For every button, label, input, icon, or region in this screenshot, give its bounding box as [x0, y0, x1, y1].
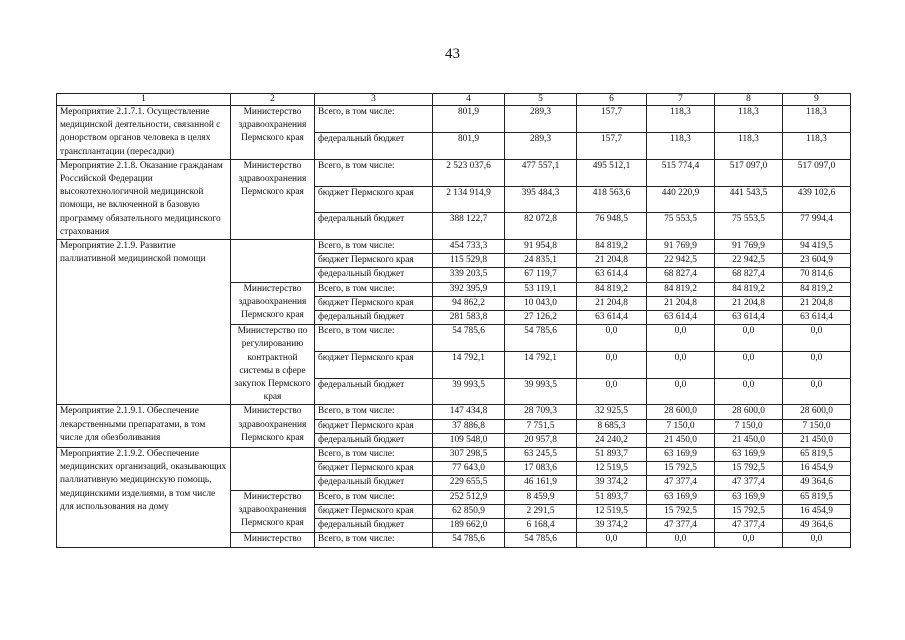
value-cell: 454 733,3 [433, 240, 505, 254]
value-cell: 54 785,6 [433, 325, 505, 352]
value-cell: 77 994,4 [783, 213, 851, 240]
page-number: 43 [445, 46, 460, 62]
value-cell: 84 819,2 [783, 282, 851, 296]
value-cell: 6 168,4 [505, 519, 577, 533]
column-header: 8 [715, 94, 783, 106]
table-row [57, 240, 851, 254]
value-cell: 82 072,8 [505, 213, 577, 240]
value-cell: 495 512,1 [577, 159, 647, 186]
value-cell: 63 614,4 [647, 311, 715, 325]
value-cell: 47 377,4 [647, 519, 715, 533]
value-cell: 0,0 [783, 378, 851, 405]
value-cell: 28 600,0 [647, 405, 715, 419]
funding-source-cell: Всего, в том числе: [315, 533, 433, 547]
value-cell: 515 774,4 [647, 159, 715, 186]
value-cell: 24 240,2 [577, 433, 647, 447]
value-cell: 289,3 [505, 106, 577, 133]
value-cell: 115 529,8 [433, 254, 505, 268]
budget-table [56, 93, 851, 548]
value-cell: 147 434,8 [433, 405, 505, 419]
table-row [57, 106, 851, 133]
value-cell: 7 751,5 [505, 419, 577, 433]
value-cell: 0,0 [783, 325, 851, 352]
column-header: 5 [505, 94, 577, 106]
value-cell: 15 792,5 [715, 462, 783, 476]
value-cell: 68 827,4 [715, 268, 783, 282]
funding-source-cell: федеральный бюджет [315, 433, 433, 447]
value-cell: 39 374,2 [577, 519, 647, 533]
value-cell: 22 942,5 [647, 254, 715, 268]
value-cell: 0,0 [647, 351, 715, 378]
executor-cell: Министерство [231, 533, 315, 547]
value-cell: 14 792,1 [505, 351, 577, 378]
value-cell: 157,7 [577, 106, 647, 133]
value-cell: 77 643,0 [433, 462, 505, 476]
value-cell: 281 583,8 [433, 311, 505, 325]
value-cell: 15 792,5 [647, 462, 715, 476]
value-cell: 63 169,9 [715, 448, 783, 462]
funding-source-cell: федеральный бюджет [315, 311, 433, 325]
value-cell: 62 850,9 [433, 504, 505, 518]
value-cell: 801,9 [433, 132, 505, 159]
funding-source-cell: федеральный бюджет [315, 268, 433, 282]
value-cell: 10 043,0 [505, 296, 577, 310]
funding-source-cell: бюджет Пермского края [315, 504, 433, 518]
executor-cell: Министерство здравоохранения Пермского края [231, 282, 315, 325]
value-cell: 54 785,6 [433, 533, 505, 547]
value-cell: 118,3 [783, 106, 851, 133]
value-cell: 8 459,9 [505, 490, 577, 504]
value-cell: 53 119,1 [505, 282, 577, 296]
activity-cell: Мероприятие 2.1.9.2. Обеспечение медицинских организаций, оказывающих паллиативную медицинскую помощь, медицинскими изделиями, в том числе для использования на дому [57, 448, 231, 547]
value-cell: 109 548,0 [433, 433, 505, 447]
funding-source-cell: Всего, в том числе: [315, 240, 433, 254]
value-cell: 75 553,5 [647, 213, 715, 240]
activity-cell: Мероприятие 2.1.8. Оказание гражданам Российской Федерации высокотехнологичной медицинской помощи, не включенной в базовую программу обязательного медицинского страхования [57, 159, 231, 239]
value-cell: 289,3 [505, 132, 577, 159]
value-cell: 49 364,6 [783, 476, 851, 490]
value-cell: 21 204,8 [577, 254, 647, 268]
value-cell: 21 204,8 [715, 296, 783, 310]
value-cell: 252 512,9 [433, 490, 505, 504]
value-cell: 7 150,0 [783, 419, 851, 433]
activity-cell: Мероприятие 2.1.9. Развитие паллиативной медицинской помощи [57, 240, 231, 405]
executor-cell: Министерство здравоохранения Пермского края [231, 159, 315, 239]
value-cell: 75 553,5 [715, 213, 783, 240]
value-cell: 0,0 [715, 378, 783, 405]
column-header: 7 [647, 94, 715, 106]
value-cell: 68 827,4 [647, 268, 715, 282]
value-cell: 118,3 [647, 132, 715, 159]
value-cell: 15 792,5 [715, 504, 783, 518]
table-row [57, 159, 851, 186]
value-cell: 440 220,9 [647, 186, 715, 213]
value-cell: 67 119,7 [505, 268, 577, 282]
value-cell: 392 395,9 [433, 282, 505, 296]
value-cell: 84 819,2 [647, 282, 715, 296]
value-cell: 229 655,5 [433, 476, 505, 490]
funding-source-cell: Всего, в том числе: [315, 325, 433, 352]
value-cell: 118,3 [647, 106, 715, 133]
value-cell: 63 169,9 [715, 490, 783, 504]
value-cell: 439 102,6 [783, 186, 851, 213]
value-cell: 14 792,1 [433, 351, 505, 378]
value-cell: 22 942,5 [715, 254, 783, 268]
value-cell: 0,0 [577, 378, 647, 405]
value-cell: 2 291,5 [505, 504, 577, 518]
value-cell: 21 204,8 [783, 296, 851, 310]
value-cell: 189 662,0 [433, 519, 505, 533]
value-cell: 63 169,9 [647, 448, 715, 462]
value-cell: 418 563,6 [577, 186, 647, 213]
value-cell: 63 614,4 [577, 268, 647, 282]
funding-source-cell: Всего, в том числе: [315, 448, 433, 462]
value-cell: 39 993,5 [505, 378, 577, 405]
value-cell: 51 893,7 [577, 448, 647, 462]
column-header: 9 [783, 94, 851, 106]
funding-source-cell: Всего, в том числе: [315, 405, 433, 419]
executor-cell: Министерство здравоохранения Пермского края [231, 106, 315, 160]
funding-source-cell: Всего, в том числе: [315, 282, 433, 296]
value-cell: 39 374,2 [577, 476, 647, 490]
table-row [57, 405, 851, 419]
value-cell: 32 925,5 [577, 405, 647, 419]
value-cell: 47 377,4 [715, 519, 783, 533]
value-cell: 49 364,6 [783, 519, 851, 533]
column-header: 2 [231, 94, 315, 106]
value-cell: 7 150,0 [647, 419, 715, 433]
value-cell: 37 886,8 [433, 419, 505, 433]
value-cell: 63 614,4 [783, 311, 851, 325]
value-cell: 20 957,8 [505, 433, 577, 447]
funding-source-cell: федеральный бюджет [315, 213, 433, 240]
value-cell: 63 169,9 [647, 490, 715, 504]
value-cell: 801,9 [433, 106, 505, 133]
value-cell: 0,0 [577, 325, 647, 352]
funding-source-cell: федеральный бюджет [315, 132, 433, 159]
column-header: 4 [433, 94, 505, 106]
value-cell: 28 600,0 [715, 405, 783, 419]
value-cell: 46 161,9 [505, 476, 577, 490]
funding-source-cell: Всего, в том числе: [315, 490, 433, 504]
value-cell: 157,7 [577, 132, 647, 159]
column-header: 1 [57, 94, 231, 106]
value-cell: 63 245,5 [505, 448, 577, 462]
executor-cell: Министерство здравоохранения Пермского края [231, 490, 315, 533]
value-cell: 76 948,5 [577, 213, 647, 240]
value-cell: 118,3 [715, 106, 783, 133]
funding-source-cell: Всего, в том числе: [315, 106, 433, 133]
value-cell: 21 204,8 [647, 296, 715, 310]
value-cell: 0,0 [715, 351, 783, 378]
header-row [57, 94, 851, 106]
funding-source-cell: бюджет Пермского края [315, 186, 433, 213]
value-cell: 307 298,5 [433, 448, 505, 462]
value-cell: 94 419,5 [783, 240, 851, 254]
table-row [57, 448, 851, 462]
value-cell: 0,0 [647, 378, 715, 405]
value-cell: 16 454,9 [783, 462, 851, 476]
value-cell: 8 685,3 [577, 419, 647, 433]
value-cell: 0,0 [783, 533, 851, 547]
funding-source-cell: бюджет Пермского края [315, 254, 433, 268]
value-cell: 0,0 [715, 533, 783, 547]
value-cell: 0,0 [647, 325, 715, 352]
value-cell: 441 543,5 [715, 186, 783, 213]
executor-cell [231, 448, 315, 491]
funding-source-cell: федеральный бюджет [315, 519, 433, 533]
funding-source-cell: федеральный бюджет [315, 378, 433, 405]
executor-cell: Министерство по регулированию контрактной системы в сфере закупок Пермского края [231, 325, 315, 405]
value-cell: 51 893,7 [577, 490, 647, 504]
value-cell: 65 819,5 [783, 448, 851, 462]
value-cell: 91 954,8 [505, 240, 577, 254]
value-cell: 0,0 [783, 351, 851, 378]
value-cell: 0,0 [577, 533, 647, 547]
value-cell: 24 835,1 [505, 254, 577, 268]
value-cell: 395 484,3 [505, 186, 577, 213]
value-cell: 63 614,4 [577, 311, 647, 325]
value-cell: 91 769,9 [715, 240, 783, 254]
value-cell: 17 083,6 [505, 462, 577, 476]
value-cell: 0,0 [577, 351, 647, 378]
value-cell: 15 792,5 [647, 504, 715, 518]
value-cell: 84 819,2 [577, 240, 647, 254]
value-cell: 2 134 914,9 [433, 186, 505, 213]
value-cell: 70 814,6 [783, 268, 851, 282]
funding-source-cell: бюджет Пермского края [315, 419, 433, 433]
value-cell: 84 819,2 [715, 282, 783, 296]
activity-cell: Мероприятие 2.1.7.1. Осуществление медицинской деятельности, связанной с донорством органов человека в целях трансплантации (пересадки) [57, 106, 231, 160]
value-cell: 84 819,2 [577, 282, 647, 296]
value-cell: 47 377,4 [647, 476, 715, 490]
value-cell: 21 450,0 [647, 433, 715, 447]
value-cell: 28 600,0 [783, 405, 851, 419]
executor-cell [231, 240, 315, 283]
value-cell: 54 785,6 [505, 325, 577, 352]
value-cell: 54 785,6 [505, 533, 577, 547]
activity-cell: Мероприятие 2.1.9.1. Обеспечение лекарственными препаратами, в том числе для обезболивания [57, 405, 231, 448]
funding-source-cell: бюджет Пермского края [315, 351, 433, 378]
value-cell: 65 819,5 [783, 490, 851, 504]
value-cell: 91 769,9 [647, 240, 715, 254]
value-cell: 0,0 [715, 325, 783, 352]
value-cell: 27 126,2 [505, 311, 577, 325]
value-cell: 118,3 [715, 132, 783, 159]
value-cell: 118,3 [783, 132, 851, 159]
value-cell: 21 450,0 [715, 433, 783, 447]
value-cell: 39 993,5 [433, 378, 505, 405]
value-cell: 388 122,7 [433, 213, 505, 240]
value-cell: 517 097,0 [715, 159, 783, 186]
column-header: 3 [315, 94, 433, 106]
value-cell: 477 557,1 [505, 159, 577, 186]
column-header: 6 [577, 94, 647, 106]
value-cell: 47 377,4 [715, 476, 783, 490]
executor-cell: Министерство здравоохранения Пермского края [231, 405, 315, 448]
value-cell: 517 097,0 [783, 159, 851, 186]
value-cell: 0,0 [647, 533, 715, 547]
funding-source-cell: бюджет Пермского края [315, 296, 433, 310]
value-cell: 21 204,8 [577, 296, 647, 310]
funding-source-cell: бюджет Пермского края [315, 462, 433, 476]
value-cell: 28 709,3 [505, 405, 577, 419]
value-cell: 339 203,5 [433, 268, 505, 282]
value-cell: 23 604,9 [783, 254, 851, 268]
value-cell: 21 450,0 [783, 433, 851, 447]
value-cell: 12 519,5 [577, 462, 647, 476]
funding-source-cell: федеральный бюджет [315, 476, 433, 490]
value-cell: 16 454,9 [783, 504, 851, 518]
funding-source-cell: Всего, в том числе: [315, 159, 433, 186]
value-cell: 63 614,4 [715, 311, 783, 325]
value-cell: 2 523 037,6 [433, 159, 505, 186]
value-cell: 12 519,5 [577, 504, 647, 518]
value-cell: 94 862,2 [433, 296, 505, 310]
value-cell: 7 150,0 [715, 419, 783, 433]
